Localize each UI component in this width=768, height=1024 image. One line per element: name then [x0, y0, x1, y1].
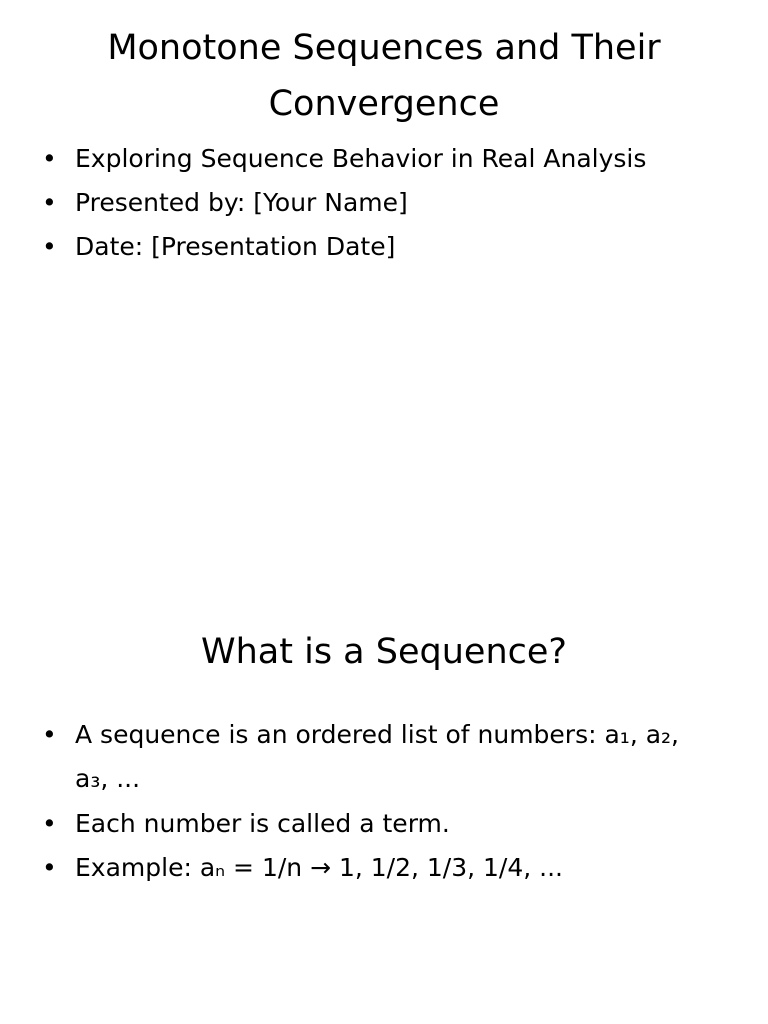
bullet-text: A sequence is an ordered list of numbers: a₁, a₂, a₃, ...: [75, 720, 680, 793]
slide-title: Monotone Sequences and Their Convergence: [107, 28, 661, 124]
slide-2: [0, 512, 768, 1024]
bullet-icon: •: [42, 809, 57, 838]
bullet-icon: •: [42, 232, 57, 261]
bullet-item-date: [40, 225, 710, 269]
bullet-icon: •: [42, 853, 57, 882]
bullet-item-term: [40, 803, 710, 845]
bullet-icon: •: [42, 144, 57, 173]
bullet-item-presenter: [40, 181, 710, 225]
bullet-text: Example: aₙ = 1/n → 1, 1/2, 1/3, 1/4, ...: [75, 853, 563, 882]
bullet-icon: •: [42, 720, 57, 749]
bullet-list: [40, 137, 710, 269]
slide-title: What is a Sequence?: [201, 632, 567, 672]
bullet-item-definition: [40, 713, 710, 801]
bullet-text: Date: [Presentation Date]: [75, 232, 396, 261]
bullet-icon: •: [42, 188, 57, 217]
bullet-list: [40, 713, 710, 891]
bullet-text: Presented by: [Your Name]: [75, 188, 408, 217]
bullet-item-example: [40, 847, 710, 889]
bullet-item-subtitle: [40, 137, 710, 181]
bullet-text: Each number is called a term.: [75, 809, 450, 838]
bullet-text: Exploring Sequence Behavior in Real Analysis: [75, 144, 647, 173]
